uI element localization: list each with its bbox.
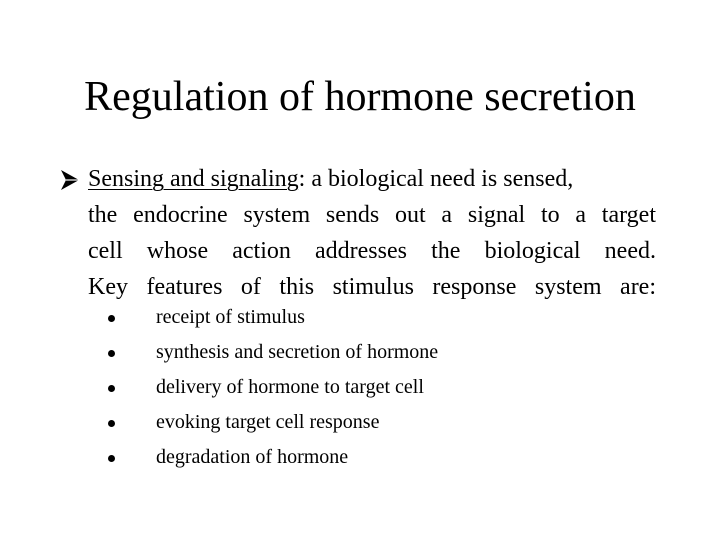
list-item bbox=[108, 335, 528, 370]
bullet-lead-term: Sensing and signaling bbox=[88, 166, 299, 192]
list-item bbox=[108, 370, 528, 405]
bullet-dot-icon bbox=[108, 350, 115, 357]
list-item-text: synthesis and secretion of hormone bbox=[156, 341, 439, 363]
bullet-line-2: the endocrine system sends out a signal to a target bbox=[88, 202, 656, 228]
bullet-dot-icon bbox=[108, 455, 115, 462]
list-item bbox=[108, 300, 528, 335]
arrow-bullet-icon bbox=[60, 169, 80, 191]
slide-title: Regulation of hormone secretion bbox=[84, 74, 636, 120]
bullet-dot-icon bbox=[108, 420, 115, 427]
list-item bbox=[108, 405, 528, 440]
list-item-text: evoking target cell response bbox=[156, 411, 380, 433]
bullet-line-3: cell whose action addresses the biological need. bbox=[88, 238, 656, 264]
bullet-line-1 bbox=[88, 161, 656, 197]
list-item-text: degradation of hormone bbox=[156, 446, 349, 468]
list-item-text: receipt of stimulus bbox=[156, 306, 305, 328]
main-bullet bbox=[88, 161, 656, 305]
list-item bbox=[108, 440, 528, 475]
bullet-line-1-rest: : a biological need is sensed, bbox=[298, 166, 574, 192]
key-features-list bbox=[108, 300, 528, 475]
bullet-dot-icon bbox=[108, 315, 115, 322]
bullet-line-4: Key features of this stimulus response system are: bbox=[88, 274, 656, 300]
list-item-text: delivery of hormone to target cell bbox=[156, 376, 424, 398]
bullet-dot-icon bbox=[108, 385, 115, 392]
